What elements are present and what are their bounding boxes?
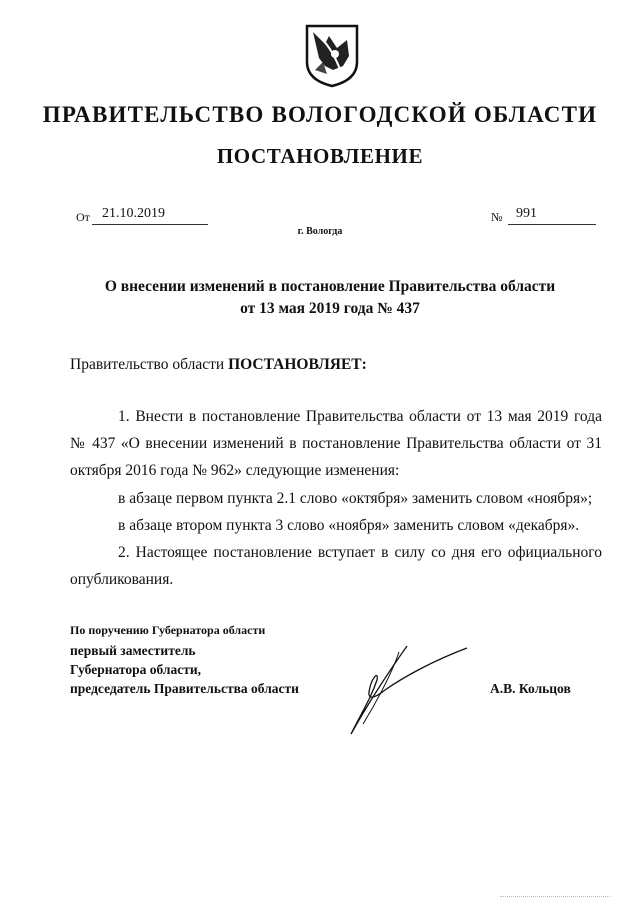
coat-of-arms-emblem — [303, 22, 361, 88]
paragraph-3: в абзаце втором пункта 3 слово «ноября» заменить словом «декабря». — [118, 517, 580, 534]
date-value: 21.10.2019 — [102, 206, 165, 221]
signature-position-line-1: первый заместитель — [70, 643, 196, 658]
signature-authority-line: По поручению Губернатора области — [70, 623, 266, 637]
paragraph-1: 1. Внести в постановление Правительства области от 13 мая 2019 года № 437 «О внесении изменений в постановление Правительства области от 31 октября 2016 года № 962» следующие изменения: — [70, 408, 602, 479]
date-label: От — [76, 210, 90, 224]
subject-line-2: от 13 мая 2019 года № 437 — [240, 300, 420, 317]
preamble — [70, 356, 367, 374]
organization-title: ПРАВИТЕЛЬСТВО ВОЛОГОДСКОЙ ОБЛАСТИ — [42, 102, 598, 127]
signatory-name: А.В. Кольцов — [490, 681, 571, 696]
paragraph-4: 2. Настоящее постановление вступает в силу со дня его официального опубликования. — [70, 544, 602, 588]
date-underline — [92, 224, 208, 225]
number-value: 991 — [516, 206, 537, 221]
number-label: № — [491, 210, 503, 224]
subject-line-1: О внесении изменений в постановление Правительства области — [104, 278, 556, 295]
signature-position-line-3: председатель Правительства области — [70, 681, 299, 696]
document-subject — [60, 276, 600, 320]
city-label: г. Вологда — [297, 226, 343, 237]
document-type-title: ПОСТАНОВЛЕНИЕ — [216, 144, 424, 168]
preamble-text: Правительство области — [70, 356, 229, 373]
paragraph-2: в абзаце первом пункта 2.1 слово «октября» заменить словом «ноября»; — [118, 490, 593, 507]
handwritten-signature — [335, 640, 485, 740]
signature-position-line-2: Губернатора области, — [70, 662, 201, 677]
scan-artifact-line — [500, 896, 610, 897]
number-underline — [508, 224, 596, 225]
preamble-decree-word: ПОСТАНОВЛЯЕТ: — [228, 356, 367, 373]
